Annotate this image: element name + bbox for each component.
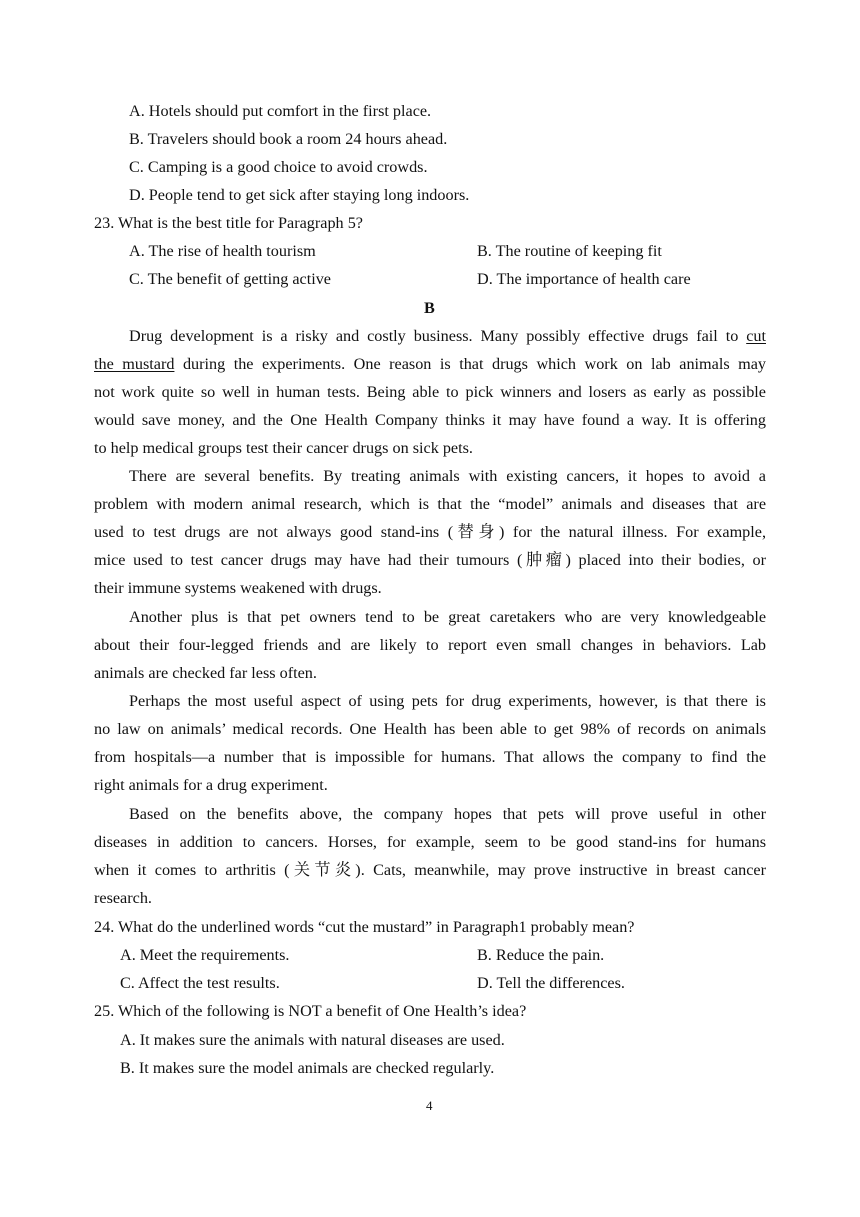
p5-line: when it comes to arthritis (关节炎). Cats, meanwhile, may prove instructive in breast cancer	[94, 861, 766, 879]
p1-line	[129, 326, 766, 346]
p1-line	[94, 354, 766, 374]
q24-option-d: D. Tell the differences.	[477, 974, 625, 992]
q25-stem: 25. Which of the following is NOT a benefit of One Health’s idea?	[94, 1002, 527, 1020]
q23-option-c: C. The benefit of getting active	[129, 270, 331, 288]
p3-line: about their four-legged friends and are likely to report even small changes in behaviors. Lab	[94, 636, 766, 654]
q22-option-c: C. Camping is a good choice to avoid crowds.	[129, 158, 428, 176]
q22-option-d: D. People tend to get sick after staying long indoors.	[129, 186, 470, 204]
q23-option-d: D. The importance of health care	[477, 270, 691, 288]
section-heading: B	[424, 299, 435, 317]
p1-l2-underlined: the mustard	[94, 355, 175, 373]
p1-l2-text: during the experiments. One reason is that drugs which work on lab animals may	[174, 355, 766, 373]
page-number: 4	[426, 1098, 433, 1113]
q22-option-a: A. Hotels should put comfort in the first place.	[129, 102, 432, 120]
p2-line: There are several benefits. By treating animals with existing cancers, it hopes to avoid a	[129, 467, 766, 485]
p4-line: no law on animals’ medical records. One Health has been able to get 98% of records on animals	[94, 720, 766, 738]
p3-line: animals are checked far less often.	[94, 664, 317, 682]
p4-line: from hospitals—a number that is impossible for humans. That allows the company to find the	[94, 748, 766, 766]
p3-line: Another plus is that pet owners tend to be great caretakers who are very knowledgeable	[129, 608, 766, 626]
p5-line: Based on the benefits above, the company hopes that pets will prove useful in other	[129, 805, 766, 823]
q23-stem: 23. What is the best title for Paragraph 5?	[94, 214, 363, 232]
q23-option-b: B. The routine of keeping fit	[477, 242, 662, 260]
p2-line: used to test drugs are not always good stand-ins (替身) for the natural illness. For example,	[94, 523, 766, 541]
q24-stem: 24. What do the underlined words “cut the mustard” in Paragraph1 probably mean?	[94, 918, 635, 936]
p2-line: problem with modern animal research, which is that the “model” animals and diseases that are	[94, 495, 766, 513]
q25-option-b: B. It makes sure the model animals are checked regularly.	[120, 1059, 495, 1077]
p1-l1-underlined: cut	[746, 327, 766, 345]
q24-option-b: B. Reduce the pain.	[477, 946, 605, 964]
p2-line: their immune systems weakened with drugs.	[94, 579, 382, 597]
q24-option-a: A. Meet the requirements.	[120, 946, 290, 964]
p4-line: Perhaps the most useful aspect of using pets for drug experiments, however, is that there is	[129, 692, 766, 710]
q22-option-b: B. Travelers should book a room 24 hours ahead.	[129, 130, 448, 148]
q24-option-c: C. Affect the test results.	[120, 974, 280, 992]
p1-l1-text: Drug development is a risky and costly business. Many possibly effective drugs fail to	[129, 327, 747, 345]
p2-line: mice used to test cancer drugs may have had their tumours (肿瘤) placed into their bodies, or	[94, 551, 766, 569]
p1-line: to help medical groups test their cancer drugs on sick pets.	[94, 439, 473, 457]
p1-line: not work quite so well in human tests. Being able to pick winners and losers as early as possible	[94, 383, 766, 401]
q23-option-a: A. The rise of health tourism	[129, 242, 316, 260]
p5-line: research.	[94, 889, 152, 907]
p5-line: diseases in addition to cancers. Horses, for example, seem to be good stand-ins for humans	[94, 833, 766, 851]
q25-option-a: A. It makes sure the animals with natural diseases are used.	[120, 1031, 505, 1049]
p4-line: right animals for a drug experiment.	[94, 776, 328, 794]
p1-line: would save money, and the One Health Company thinks it may have found a way. It is offering	[94, 411, 766, 429]
